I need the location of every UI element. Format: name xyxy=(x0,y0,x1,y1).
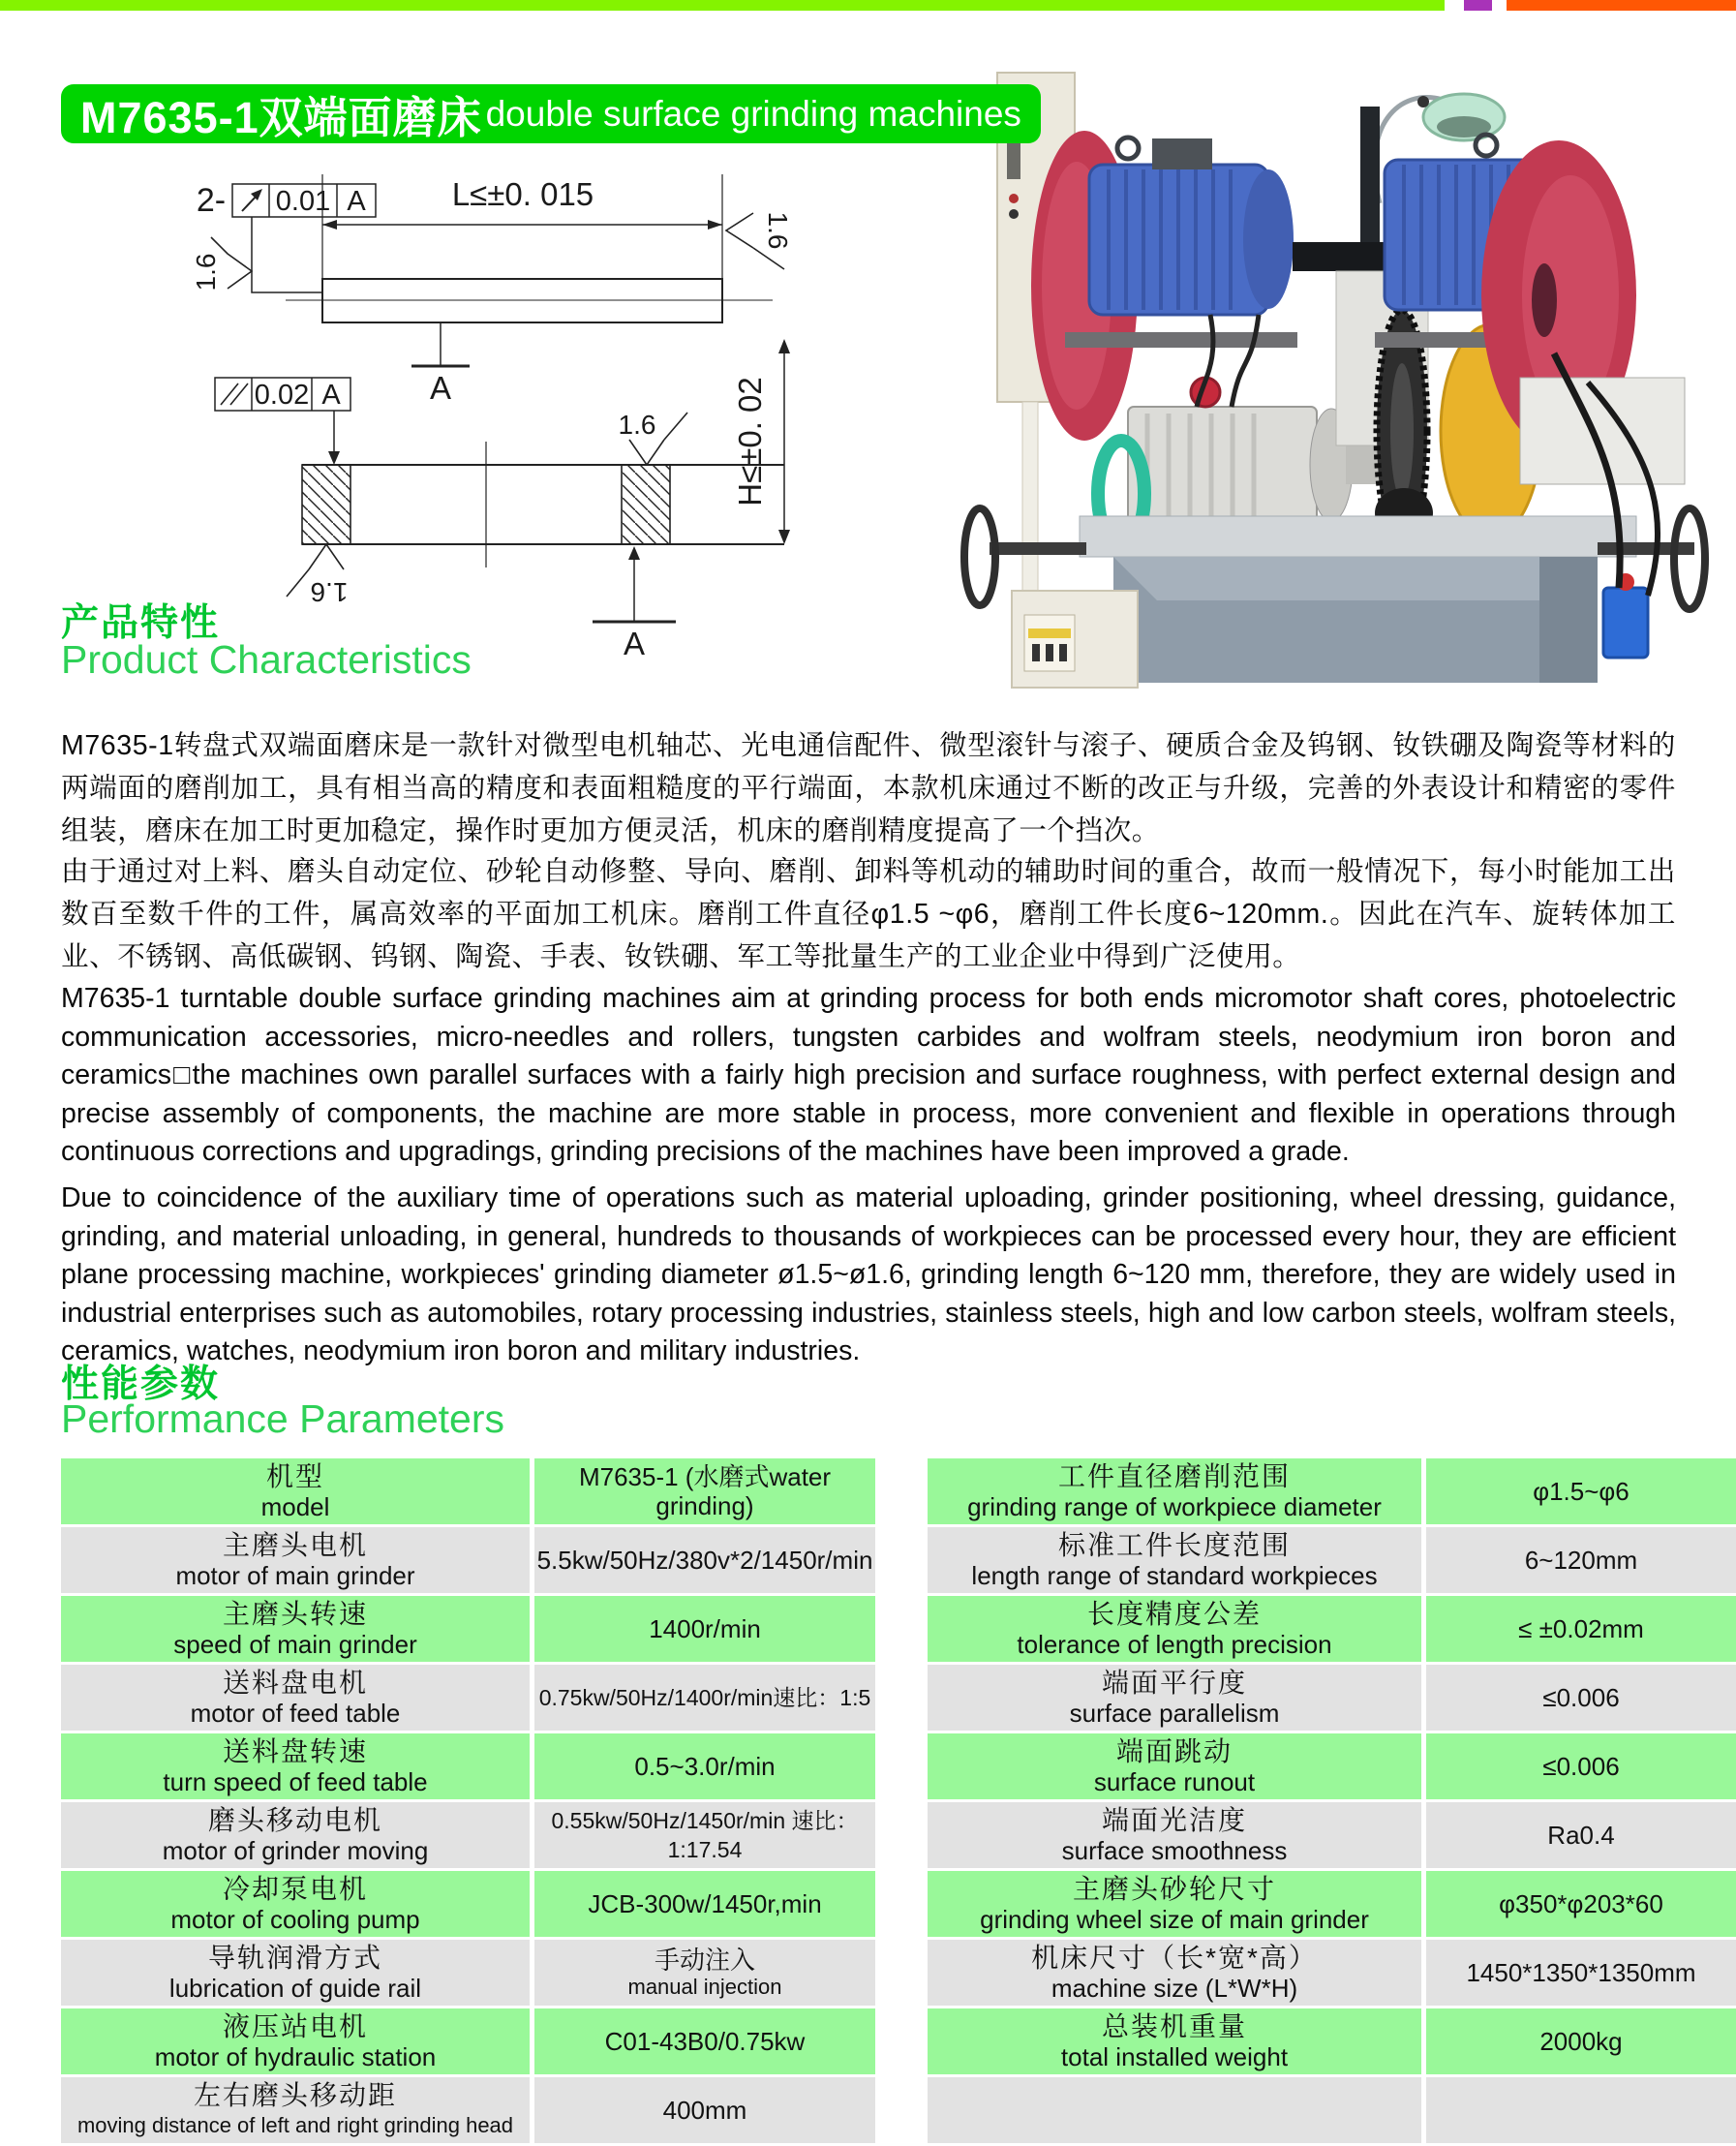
spec-value: 1400r/min xyxy=(534,1596,875,1662)
runout-datum-ref: A xyxy=(347,186,366,217)
paragraph-zh-1: M7635-1转盘式双端面磨床是一款针对微型电机轴芯、光电通信配件、微型滚针与滚子、硬质合金及钨钢、钕铁硼及陶瓷等材料的两端面的磨削加工，具有相当高的精度和表面粗糙度的平行端面，本款机床通过不断的改正与升级，完善的外表设计和精密的零件组装，磨床在加工时更加稳定，操作时更加方便灵活，机床的磨削精度提高了一个挡次。 xyxy=(61,730,1676,846)
tolerance-drawing xyxy=(107,145,852,661)
left-motor xyxy=(1089,138,1294,315)
spindle-housing xyxy=(1520,378,1685,484)
parallelism-datum-ref: A xyxy=(321,380,341,411)
machine-photo xyxy=(920,53,1736,688)
runout-tolerance-value: 0.01 xyxy=(275,186,331,217)
spec-label: 冷却泵电机 motor of cooling pump xyxy=(61,1871,530,1937)
spec-label: 左右磨头移动距 moving distance of left and right grinding head xyxy=(61,2077,530,2143)
paragraph-en-1: M7635-1 turntable double surface grinding machines aim at grinding process for both ends micromotor shaft cores, photoelectric communication accessories, micro-needles and rollers, tungsten carbides and wolfram steels, neodymium iron boron and ceramics□the machines own parallel surfaces with a fairly high precision and surface roughness, with perfect external design and precise assembly of components, the machine are more stable in process, more convenient and flexible in operations through continuous corrections and upgradings, grinding precisions of the machines have been improved a grade. xyxy=(61,983,1676,1167)
topbar-purple-segment xyxy=(1464,0,1492,11)
hydraulic-valve xyxy=(1603,573,1648,658)
spec-value: Ra0.4 xyxy=(1426,1802,1736,1868)
datum-label: A xyxy=(623,626,646,661)
parallelism-tolerance-value: 0.02 xyxy=(254,380,310,411)
spec-value: 1450*1350*1350mm xyxy=(1426,1940,1736,2006)
spec-value: ≤ ±0.02mm xyxy=(1426,1596,1736,1662)
roughness-value: 1.6 xyxy=(618,410,656,440)
length-tolerance-label: L≤±0. 015 xyxy=(451,176,594,212)
spec-label: 送料盘转速 turn speed of feed table xyxy=(61,1733,530,1799)
spec-value xyxy=(1426,2077,1736,2143)
spec-label: 端面平行度 surface parallelism xyxy=(928,1665,1421,1731)
spec-table-right xyxy=(928,1458,1736,2143)
spec-label: 机床尺寸（长*宽*高） machine size (L*W*H) xyxy=(928,1940,1421,2006)
page-title xyxy=(61,84,1041,143)
spec-value: 0.55kw/50Hz/1450r/min 速比：1:17.54 xyxy=(534,1802,875,1868)
spec-value: 6~120mm xyxy=(1426,1527,1736,1593)
roughness-value: 1.6 xyxy=(310,577,349,607)
spec-value: 400mm xyxy=(534,2077,875,2143)
roughness-symbol-bottom xyxy=(287,544,348,607)
spec-value: 5.5kw/50Hz/380v*2/1450r/min xyxy=(534,1527,875,1593)
roughness-symbol-top xyxy=(619,410,687,465)
count-prefix-label: 2- xyxy=(196,182,227,219)
spec-label xyxy=(928,2077,1421,2143)
spec-label: 送料盘电机 motor of feed table xyxy=(61,1665,530,1731)
section-title-characteristics-en: Product Characteristics xyxy=(61,637,472,682)
paragraph-zh-2: 由于通过对上料、磨头自动定位、砂轮自动修整、导向、磨削、卸料等机动的辅助时间的重合，故而一般情况下，每小时能加工出数百至数千件的工件，属高效率的平面加工机床。磨削工件直径φ1.5 ~φ6，磨削工件长度6~120mm.。因此在汽车、旋转体加工业、不锈钢、高低碳钢、钨钢、陶瓷、手表、钕铁硼、军工等批量生产的工业企业中得到广泛使用。 xyxy=(61,856,1676,972)
spec-label: 主磨头砂轮尺寸 grinding wheel size of main grinder xyxy=(928,1871,1421,1937)
section-title-parameters-zh: 性能参数 xyxy=(61,1364,221,1405)
datum-a-lower xyxy=(593,546,676,661)
spec-label: 端面跳动 surface runout xyxy=(928,1733,1421,1799)
spec-label: 导轨润滑方式 lubrication of guide rail xyxy=(61,1940,530,2006)
right-handwheel xyxy=(1674,508,1705,609)
left-handwheel xyxy=(964,508,995,605)
spec-value: JCB-300w/1450r,min xyxy=(534,1871,875,1937)
spec-value: C01-43B0/0.75kw xyxy=(534,2008,875,2074)
section-title-parameters-en: Performance Parameters xyxy=(61,1396,505,1441)
spec-value: 手动注入 manual injection xyxy=(534,1940,875,2006)
roughness-value: 1.6 xyxy=(763,211,793,250)
page-title-en: double surface grinding machines xyxy=(485,93,1021,134)
datum-label: A xyxy=(429,370,452,406)
height-dimension xyxy=(732,339,790,544)
spec-label: 液压站电机 motor of hydraulic station xyxy=(61,2008,530,2074)
spec-label: 主磨头转速 speed of main grinder xyxy=(61,1596,530,1662)
spec-table-left xyxy=(61,1458,875,2143)
page-title-zh: M7635-1双端面磨床 xyxy=(80,93,482,142)
spec-value: 0.5~3.0r/min xyxy=(534,1733,875,1799)
spec-value: M7635-1 (水磨式water grinding) xyxy=(534,1458,875,1524)
spec-label: 标准工件长度范围 length range of standard workpieces xyxy=(928,1527,1421,1593)
section-title-characteristics-zh: 产品特性 xyxy=(61,602,221,644)
datum-a-upper xyxy=(411,322,470,406)
height-tolerance-label: H≤±0. 02 xyxy=(732,377,768,506)
spec-value: ≤0.006 xyxy=(1426,1665,1736,1731)
spec-label: 总装机重量 total installed weight xyxy=(928,2008,1421,2074)
spec-value: 0.75kw/50Hz/1400r/min速比：1:5 xyxy=(534,1665,875,1731)
spec-label: 磨头移动电机 motor of grinder moving xyxy=(61,1802,530,1868)
spec-label: 机型 model xyxy=(61,1458,530,1524)
roughness-symbol-right xyxy=(726,212,793,269)
worktable xyxy=(1080,516,1636,557)
electrical-cabinet xyxy=(1012,591,1138,688)
paragraph-en-2: Due to coincidence of the auxiliary time of operations such as material uploading, grinder positioning, wheel dressing, guidance, grinding, and material unloading, in general, hundreds to thousands of workpieces can be processed every hour, they are efficient plane processing machine, workpieces' grinding diameter ø1.5~ø1.6, grinding length 6~120 mm, therefore, they are widely used in industrial enterprises such as automobiles, rotary processing industries, stainless steels, high and low carbon steels, wolfram steels, ceramics, watches, neodymium iron boron and military industries. xyxy=(61,1182,1676,1366)
spec-label: 工件直径磨削范围 grinding range of workpiece diameter xyxy=(928,1458,1421,1524)
spec-value: φ350*φ203*60 xyxy=(1426,1871,1736,1937)
topbar-orange-segment xyxy=(1507,0,1736,11)
spec-label: 端面光洁度 surface smoothness xyxy=(928,1802,1421,1868)
topbar-green-segment xyxy=(0,0,1445,11)
spec-value: φ1.5~φ6 xyxy=(1426,1458,1736,1524)
roughness-value: 1.6 xyxy=(191,253,221,291)
spec-label: 长度精度公差 tolerance of length precision xyxy=(928,1596,1421,1662)
spec-value: 2000kg xyxy=(1426,2008,1736,2074)
roughness-symbol-left xyxy=(191,237,252,291)
spec-label: 主磨头电机 motor of main grinder xyxy=(61,1527,530,1593)
spec-value: ≤0.006 xyxy=(1426,1733,1736,1799)
